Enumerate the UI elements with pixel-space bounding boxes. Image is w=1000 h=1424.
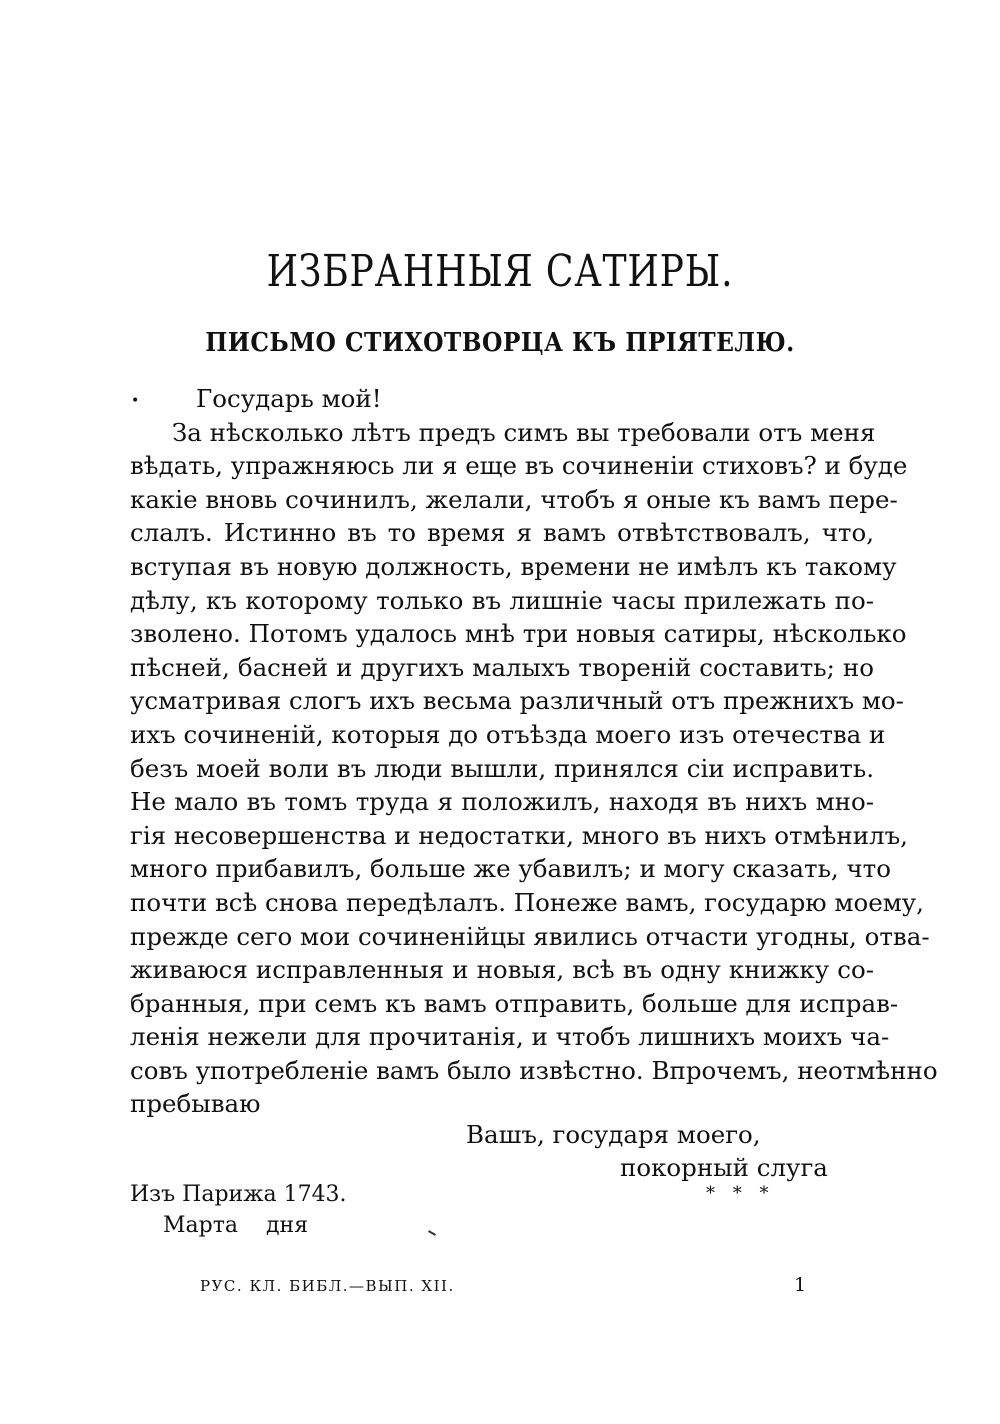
letter-line: живаюся исправленныя и новыя, всѣ въ одну книжку со-: [130, 955, 874, 985]
page-subtitle: ПИСЬМО СТИХОТВОРЦА КЪ ПРІЯТЕЛЮ.: [205, 328, 795, 358]
letter-month: [163, 1213, 308, 1238]
letter-line: почти всѣ снова передѣлалъ. Понеже вамъ, государю моему,: [130, 887, 924, 917]
closing-line-1: Вашъ, государя моего,: [466, 1120, 761, 1149]
month-label: Марта: [163, 1213, 239, 1238]
letter-line: Не мало въ томъ труда я положилъ, находя въ нихъ мно-: [130, 787, 874, 817]
page-title: ИЗБРАННЫЯ САТИРЫ.: [266, 246, 734, 297]
letter-line: усматривая слогъ ихъ весьма различный отъ прежнихъ мо-: [130, 686, 904, 716]
print-speck: [428, 1230, 436, 1236]
letter-line: вѣдать, упражняюсь ли я еще въ сочиненіи стиховъ? и буде: [130, 451, 908, 481]
letter-line: ленія нежели для прочитанія, и чтобъ лишнихъ моихъ ча-: [130, 1022, 890, 1052]
letter-line: много прибавилъ, больше же убавилъ; и могу сказать, что: [130, 854, 891, 884]
letter-line: гія несовершенства и недостатки, много въ нихъ отмѣнилъ,: [130, 820, 908, 850]
letter-line: зволено. Потомъ удалось мнѣ три новыя сатиры, нѣсколько: [130, 619, 907, 649]
letter-line: безъ моей воли въ люди вышли, принялся сіи исправить.: [130, 753, 874, 783]
letter-line: пребываю: [130, 1089, 261, 1119]
letter-line: прежде сего мои сочиненійцы явились отчасти угодны, отва-: [130, 921, 930, 951]
letter-body: [130, 382, 938, 1121]
letter-line: пѣсней, басней и другихъ малыхъ твореній составить; но: [130, 652, 874, 682]
letter-salutation: Государь мой!: [196, 384, 382, 413]
letter-line: дѣлу, къ которому только въ лишніе часы прилежать по-: [130, 585, 874, 615]
day-label: дня: [266, 1213, 309, 1238]
place-date: Изъ Парижа 1743.: [130, 1182, 347, 1207]
letter-line: ихъ сочиненій, которыя до отъѣзда моего изъ отечества и: [130, 719, 886, 749]
page-number: 1: [794, 1274, 807, 1296]
letter-line: бранныя, при семъ къ вамъ отправить, больше для исправ-: [130, 988, 899, 1018]
letter-line: За нѣсколько лѣтъ предъ симъ вы требовали отъ меня: [172, 417, 876, 447]
letter-line: совъ употребленіе вамъ было извѣстно. Впрочемъ, неотмѣнно: [130, 1055, 938, 1085]
letter-line: вступая въ новую должность, времени не имѣлъ къ такому: [130, 551, 897, 581]
closing-line-2: покорный слуга: [620, 1153, 828, 1182]
footer-signature: РУС. КЛ. БИБЛ.—ВЫП. XII.: [200, 1277, 455, 1295]
letter-line: какіе вновь сочинилъ, желали, чтобъ я оные къ вамъ пере-: [130, 484, 898, 514]
margin-mark: •: [131, 393, 140, 409]
signature-stars: * * *: [706, 1183, 775, 1204]
letter-line: слалъ. Истинно въ то время я вамъ отвѣтствовалъ, что,: [130, 518, 874, 548]
